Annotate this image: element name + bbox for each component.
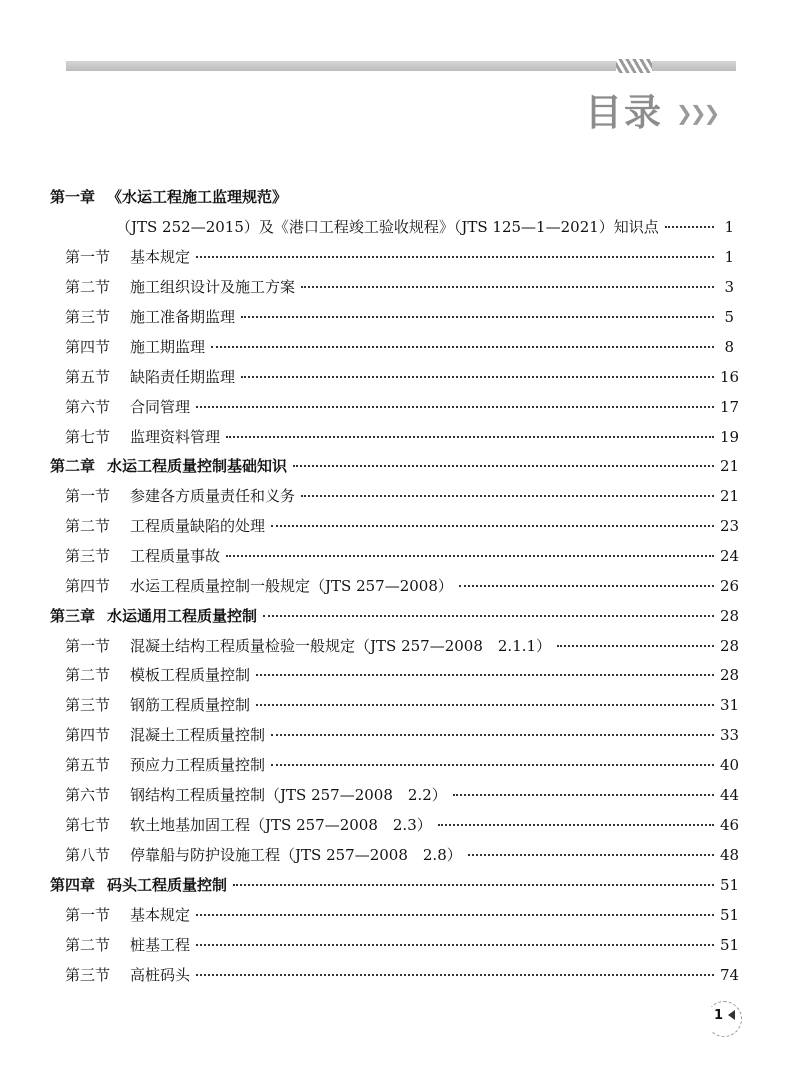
leader-dots bbox=[293, 465, 714, 467]
section-number: 第二节 bbox=[65, 936, 111, 954]
toc-heading: 目录 bbox=[585, 91, 663, 134]
leader-dots bbox=[226, 555, 714, 557]
leader-dots bbox=[301, 286, 714, 288]
section-number: 第六节 bbox=[65, 398, 111, 416]
chapter-number: 第四章 bbox=[50, 876, 96, 894]
toc-chapter-2[interactable] bbox=[0, 455, 790, 477]
toc-section[interactable] bbox=[0, 485, 790, 507]
chapter-number: 第一章 bbox=[50, 188, 96, 206]
page-ref: 1 bbox=[724, 248, 734, 266]
toc-section[interactable] bbox=[0, 844, 790, 866]
leader-dots bbox=[557, 645, 714, 647]
leader-dots bbox=[196, 256, 714, 258]
leader-dots bbox=[256, 674, 714, 676]
section-number: 第一节 bbox=[65, 487, 111, 505]
page-ref: 16 bbox=[720, 368, 740, 386]
toc-section[interactable] bbox=[0, 426, 790, 448]
page-number-badge bbox=[706, 1001, 742, 1037]
section-title: 水运工程质量控制一般规定（JTS 257—2008） bbox=[130, 577, 453, 595]
toc-section[interactable] bbox=[0, 964, 790, 986]
toc-section[interactable] bbox=[0, 934, 790, 956]
section-number: 第七节 bbox=[65, 428, 111, 446]
section-number: 第四节 bbox=[65, 577, 111, 595]
toc-chapter-1[interactable] bbox=[0, 186, 790, 208]
leader-dots bbox=[196, 406, 714, 408]
toc-section[interactable] bbox=[0, 336, 790, 358]
toc-section[interactable] bbox=[0, 694, 790, 716]
leader-dots bbox=[233, 884, 714, 886]
section-number: 第二节 bbox=[65, 278, 111, 296]
leader-dots bbox=[196, 914, 714, 916]
section-number: 第五节 bbox=[65, 756, 111, 774]
page-ref: 44 bbox=[720, 786, 740, 804]
chapter-title: 《水运工程施工监理规范》 bbox=[107, 188, 288, 206]
page-ref: 40 bbox=[720, 756, 740, 774]
section-title: 基本规定 bbox=[130, 906, 191, 924]
header-stripes bbox=[616, 59, 652, 73]
page-ref: 48 bbox=[720, 846, 740, 864]
leader-dots bbox=[256, 704, 714, 706]
page-ref: 21 bbox=[720, 457, 740, 475]
section-title: 施工组织设计及施工方案 bbox=[130, 278, 296, 296]
leader-dots bbox=[438, 824, 714, 826]
section-number: 第一节 bbox=[65, 248, 111, 266]
chapter-number: 第二章 bbox=[50, 457, 96, 475]
page-ref: 23 bbox=[720, 517, 740, 535]
toc-chapter-1-continuation[interactable] bbox=[0, 216, 790, 238]
toc-section[interactable] bbox=[0, 784, 790, 806]
page-ref: 21 bbox=[720, 487, 740, 505]
toc-section[interactable] bbox=[0, 515, 790, 537]
leader-dots bbox=[459, 585, 714, 587]
leader-dots bbox=[196, 944, 714, 946]
page-ref: 26 bbox=[720, 577, 740, 595]
chevron-right-icon: ❯❯❯ bbox=[676, 101, 718, 125]
toc-section[interactable] bbox=[0, 635, 790, 657]
section-title: 停靠船与防护设施工程（JTS 257—2008 2.8） bbox=[130, 846, 462, 864]
leader-dots bbox=[271, 764, 714, 766]
toc-section[interactable] bbox=[0, 396, 790, 418]
page-ref: 8 bbox=[724, 338, 734, 356]
toc-section[interactable] bbox=[0, 724, 790, 746]
section-title: 监理资料管理 bbox=[130, 428, 221, 446]
leader-dots bbox=[271, 734, 714, 736]
page-ref: 33 bbox=[720, 726, 740, 744]
section-title: 施工准备期监理 bbox=[130, 308, 236, 326]
section-number: 第七节 bbox=[65, 816, 111, 834]
page-ref: 3 bbox=[724, 278, 734, 296]
chapter-title-continuation: （JTS 252—2015）及《港口工程竣工验收规程》（JTS 125—1—2021）知识点 bbox=[116, 218, 659, 236]
page-ref: 51 bbox=[720, 876, 740, 894]
leader-dots bbox=[301, 495, 714, 497]
page-ref: 28 bbox=[720, 666, 740, 684]
section-title: 基本规定 bbox=[130, 248, 191, 266]
toc-section[interactable] bbox=[0, 814, 790, 836]
page-ref: 51 bbox=[720, 906, 740, 924]
leader-dots bbox=[468, 854, 714, 856]
toc-section[interactable] bbox=[0, 575, 790, 597]
arrow-left-icon bbox=[728, 1010, 735, 1020]
leader-dots bbox=[211, 346, 714, 348]
page-number: 1 bbox=[714, 1008, 724, 1023]
toc-section[interactable] bbox=[0, 246, 790, 268]
section-number: 第二节 bbox=[65, 517, 111, 535]
section-title: 软土地基加固工程（JTS 257—2008 2.3） bbox=[130, 816, 432, 834]
leader-dots bbox=[226, 436, 714, 438]
section-number: 第一节 bbox=[65, 906, 111, 924]
page-ref: 74 bbox=[720, 966, 740, 984]
toc-section[interactable] bbox=[0, 306, 790, 328]
section-title: 合同管理 bbox=[130, 398, 191, 416]
section-title: 施工期监理 bbox=[130, 338, 206, 356]
page-ref: 17 bbox=[720, 398, 740, 416]
section-number: 第六节 bbox=[65, 786, 111, 804]
section-title: 参建各方质量责任和义务 bbox=[130, 487, 296, 505]
section-number: 第三节 bbox=[65, 547, 111, 565]
toc-section[interactable] bbox=[0, 664, 790, 686]
toc-section[interactable] bbox=[0, 276, 790, 298]
page-ref: 46 bbox=[720, 816, 740, 834]
section-title: 工程质量事故 bbox=[130, 547, 221, 565]
chapter-title: 码头工程质量控制 bbox=[107, 876, 228, 894]
section-title: 预应力工程质量控制 bbox=[130, 756, 266, 774]
page-ref: 19 bbox=[720, 428, 740, 446]
section-number: 第四节 bbox=[65, 338, 111, 356]
page-ref: 51 bbox=[720, 936, 740, 954]
section-title: 钢结构工程质量控制（JTS 257—2008 2.2） bbox=[130, 786, 447, 804]
page-ref: 28 bbox=[720, 607, 740, 625]
toc-section[interactable] bbox=[0, 754, 790, 776]
section-title: 模板工程质量控制 bbox=[130, 666, 251, 684]
section-number: 第一节 bbox=[65, 637, 111, 655]
section-number: 第三节 bbox=[65, 966, 111, 984]
section-number: 第四节 bbox=[65, 726, 111, 744]
section-title: 混凝土工程质量控制 bbox=[130, 726, 266, 744]
page-ref: 28 bbox=[720, 637, 740, 655]
section-title: 工程质量缺陷的处理 bbox=[130, 517, 266, 535]
chapter-number: 第三章 bbox=[50, 607, 96, 625]
toc-section[interactable] bbox=[0, 366, 790, 388]
page-ref: 5 bbox=[724, 308, 734, 326]
leader-dots bbox=[665, 226, 714, 228]
chapter-title: 水运工程质量控制基础知识 bbox=[107, 457, 288, 475]
section-number: 第五节 bbox=[65, 368, 111, 386]
chapter-title: 水运通用工程质量控制 bbox=[107, 607, 258, 625]
leader-dots bbox=[263, 615, 714, 617]
section-title: 高桩码头 bbox=[130, 966, 191, 984]
section-number: 第八节 bbox=[65, 846, 111, 864]
leader-dots bbox=[453, 794, 714, 796]
toc-section[interactable] bbox=[0, 545, 790, 567]
toc-section[interactable] bbox=[0, 904, 790, 926]
leader-dots bbox=[241, 376, 714, 378]
page-ref: 24 bbox=[720, 547, 740, 565]
section-title: 混凝土结构工程质量检验一般规定（JTS 257—2008 2.1.1） bbox=[130, 637, 552, 655]
section-number: 第三节 bbox=[65, 308, 111, 326]
toc-chapter-4[interactable] bbox=[0, 874, 790, 896]
section-title: 缺陷责任期监理 bbox=[130, 368, 236, 386]
page-ref: 31 bbox=[720, 696, 740, 714]
leader-dots bbox=[196, 974, 714, 976]
toc-chapter-3[interactable] bbox=[0, 605, 790, 627]
section-number: 第三节 bbox=[65, 696, 111, 714]
leader-dots bbox=[271, 525, 714, 527]
section-title: 桩基工程 bbox=[130, 936, 191, 954]
page-ref: 1 bbox=[724, 218, 734, 236]
section-number: 第二节 bbox=[65, 666, 111, 684]
leader-dots bbox=[241, 316, 714, 318]
section-title: 钢筋工程质量控制 bbox=[130, 696, 251, 714]
